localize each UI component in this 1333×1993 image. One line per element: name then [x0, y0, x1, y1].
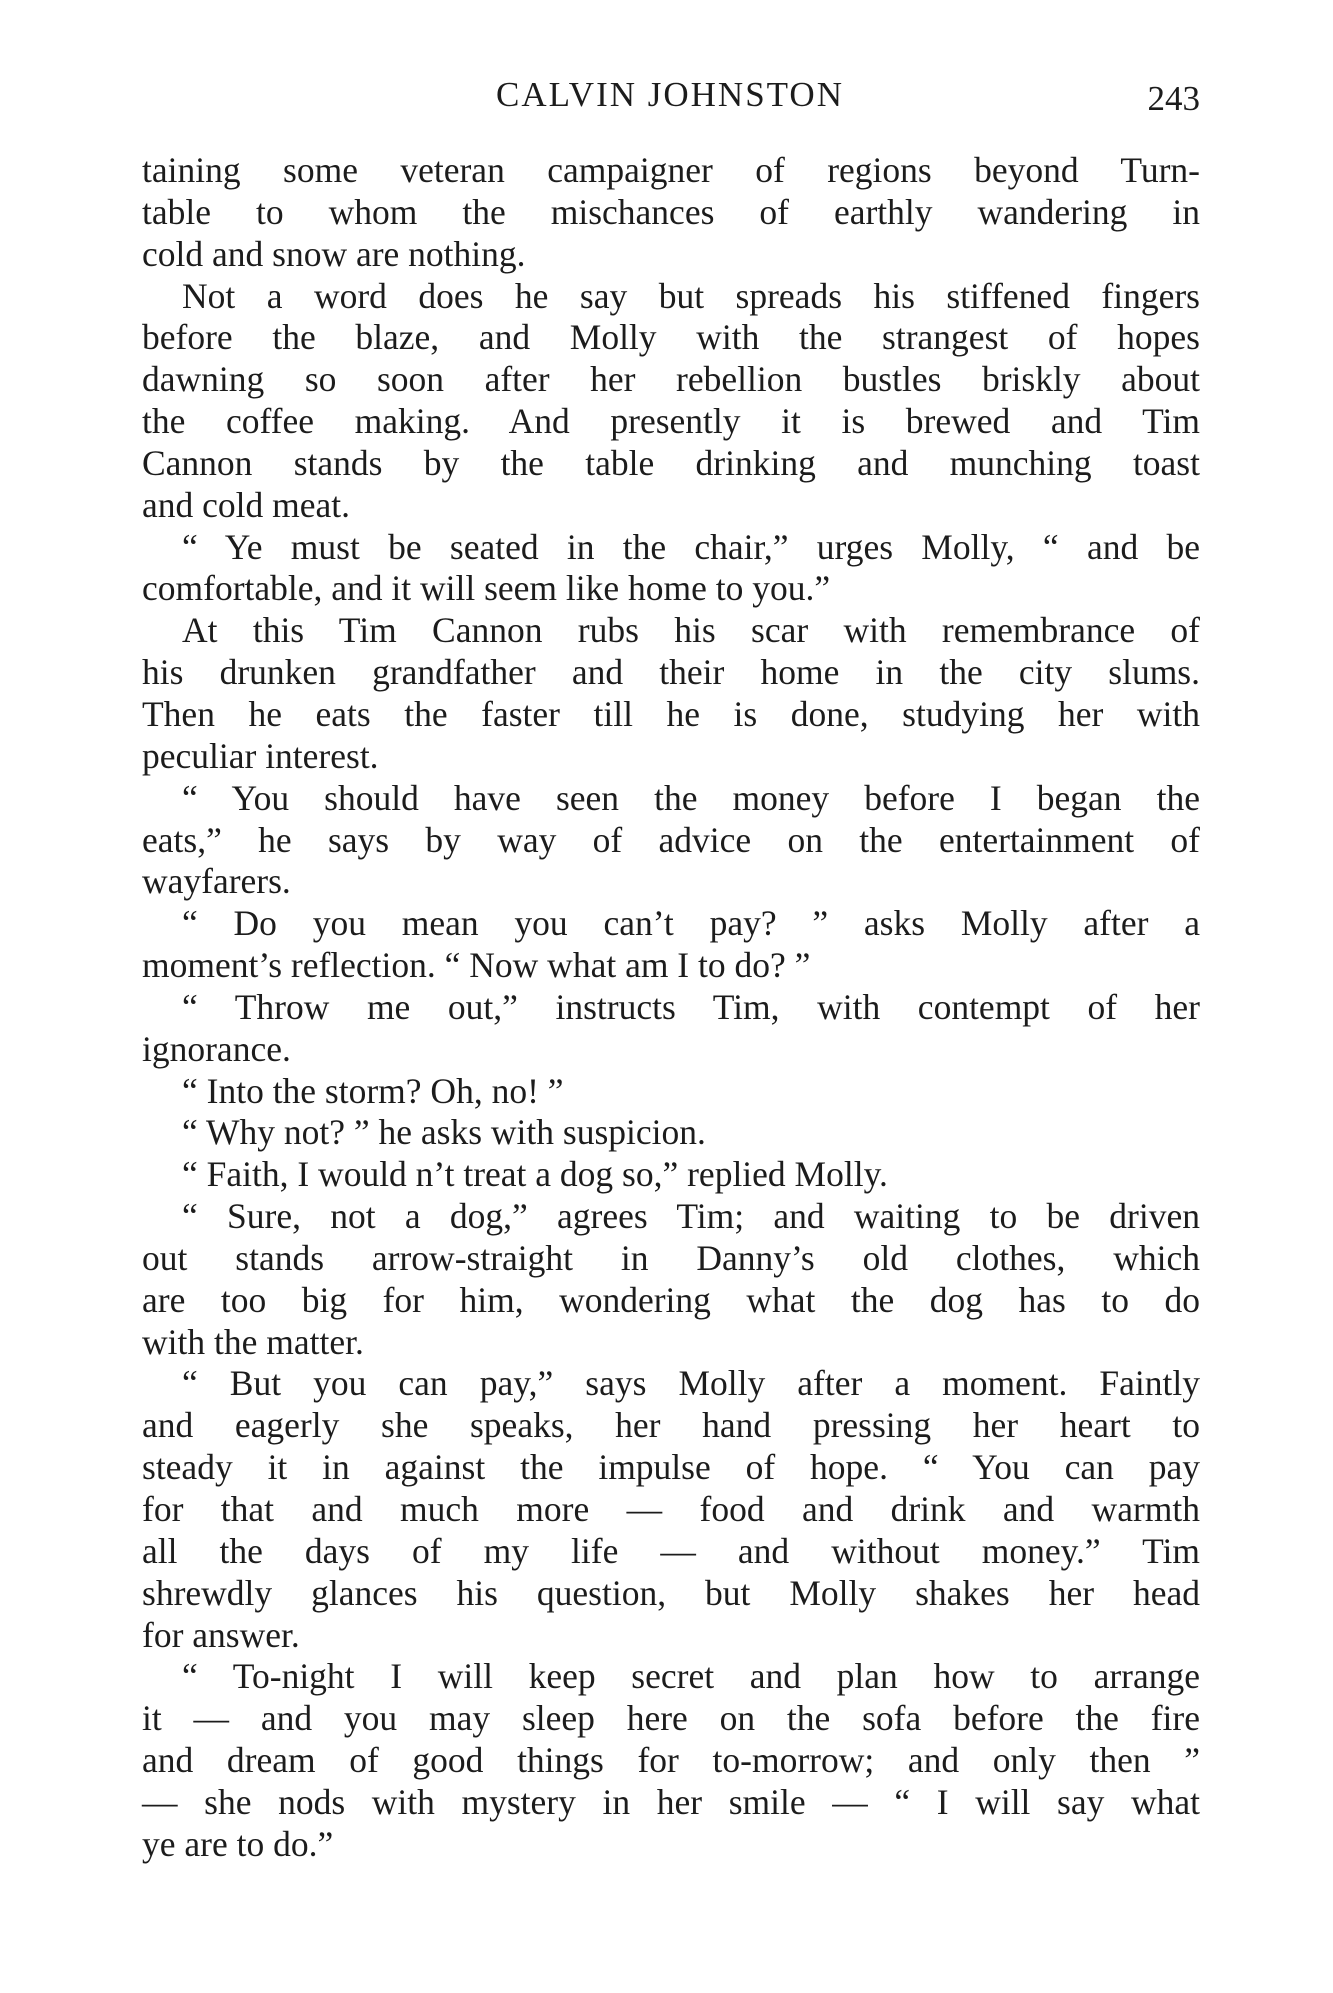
text-line: ignorance. [142, 1028, 291, 1069]
text-line: for answer. [142, 1614, 300, 1655]
text-line: and dream of good things for to-morrow; and only then ” [142, 1740, 1200, 1781]
text-line: moment’s reflection. “ Now what am I to do? ” [142, 945, 811, 986]
text-line: ye are to do.” [142, 1823, 334, 1864]
text-line: “ Ye must be seated in the chair,” urges Molly, “ and be [182, 526, 1200, 567]
running-head [140, 70, 1200, 120]
text-line: “ You should have seen the money before I began the [182, 777, 1200, 818]
text-line: steady it in against the impulse of hope. “ You can pay [142, 1447, 1200, 1488]
text-line: “ Into the storm? Oh, no! ” [182, 1070, 564, 1111]
running-title: CALVIN JOHNSTON [496, 75, 844, 114]
text-line: table to whom the mischances of earthly wandering in [142, 191, 1200, 232]
text-line: “ Sure, not a dog,” agrees Tim; and waiting to be driven [182, 1196, 1200, 1237]
body-text [142, 150, 1200, 1866]
text-line: “ To-night I will keep secret and plan how to arrange [182, 1656, 1200, 1697]
text-line: cold and snow are nothing. [142, 233, 526, 274]
text-line: for that and much more — food and drink and warmth [142, 1489, 1200, 1529]
text-line: the coffee making. And presently it is brewed and Tim [142, 401, 1200, 442]
text-line: Then he eats the faster till he is done, studying her with [142, 693, 1200, 734]
text-line: his drunken grandfather and their home in the city slums. [142, 652, 1200, 693]
text-line: “ Do you mean you can’t pay? ” asks Molly after a [182, 903, 1200, 944]
text-line: “ But you can pay,” says Molly after a moment. Faintly [182, 1363, 1200, 1404]
text-line: it — and you may sleep here on the sofa before the fire [142, 1698, 1200, 1739]
text-line: wayfarers. [142, 861, 291, 902]
text-line: peculiar interest. [142, 735, 379, 776]
text-line: are too big for him, wondering what the dog has to do [142, 1279, 1200, 1320]
text-line: taining some veteran campaigner of regions beyond Turn- [142, 150, 1200, 190]
page-number: 243 [1147, 79, 1200, 118]
text-line: dawning so soon after her rebellion bustles briskly about [142, 359, 1200, 400]
text-line: Cannon stands by the table drinking and munching toast [142, 442, 1200, 483]
text-line: “ Why not? ” he asks with suspicion. [182, 1112, 706, 1153]
text-line: “ Throw me out,” instructs Tim, with contempt of her [182, 986, 1200, 1027]
text-line: At this Tim Cannon rubs his scar with remembrance of [182, 610, 1200, 651]
text-line: “ Faith, I would n’t treat a dog so,” replied Molly. [182, 1154, 888, 1195]
text-line: shrewdly glances his question, but Molly shakes her head [142, 1572, 1200, 1613]
text-line: comfortable, and it will seem like home to you.” [142, 568, 831, 609]
text-line: Not a word does he say but spreads his stiffened fingers [182, 275, 1200, 316]
text-line: all the days of my life — and without money.” Tim [142, 1530, 1200, 1571]
text-line: out stands arrow-straight in Danny’s old clothes, which [142, 1237, 1200, 1278]
text-line: and cold meat. [142, 484, 350, 525]
text-line: with the matter. [142, 1321, 364, 1362]
text-line: before the blaze, and Molly with the strangest of hopes [142, 317, 1200, 358]
text-line: and eagerly she speaks, her hand pressing her heart to [142, 1405, 1200, 1446]
text-line: — she nods with mystery in her smile — “ I will say what [142, 1781, 1200, 1822]
text-line: eats,” he says by way of advice on the entertainment of [142, 819, 1200, 860]
